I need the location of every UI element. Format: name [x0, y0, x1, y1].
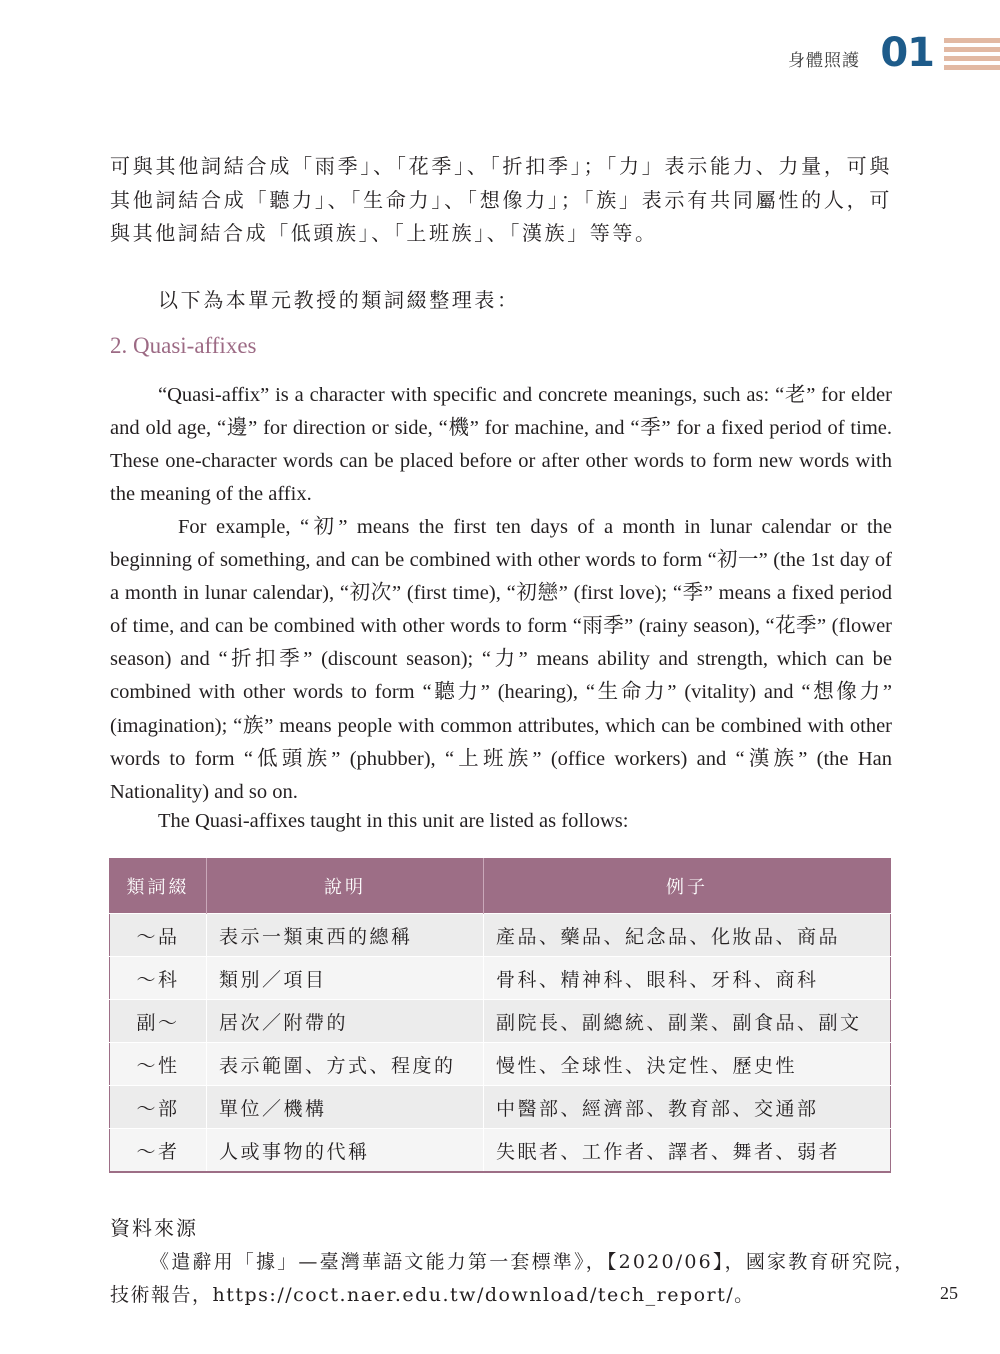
explanation-cell: 居次／附帶的 [207, 1000, 484, 1043]
table-row [110, 1043, 891, 1086]
explanation-cell: 人或事物的代稱 [207, 1129, 484, 1173]
explanation-cell: 類別／項目 [207, 957, 484, 1000]
table-header-explanation: 說明 [207, 858, 484, 914]
affix-cell: ～部 [110, 1086, 207, 1129]
examples-cell: 骨科、精神科、眼科、牙科、商科 [484, 957, 891, 1000]
english-paragraph-1: “Quasi-affix” is a character with specific and concrete meanings, such as: “老” for elder and old age, “邊” for direction or side, “機” for machine, and “季” for a fixed period of time. These one-character words can be placed before or after other words to form new words with the meaning of the affix. [110, 384, 892, 506]
affix-cell: ～科 [110, 957, 207, 1000]
header-stripes-decoration [944, 38, 1000, 74]
section-title: 2. Quasi-affixes [110, 333, 257, 358]
examples-cell: 慢性、全球性、決定性、歷史性 [484, 1043, 891, 1086]
examples-cell: 產品、藥品、紀念品、化妝品、商品 [484, 914, 891, 957]
explanation-cell: 表示一類東西的總稱 [207, 914, 484, 957]
chapter-name: 身體照護 [788, 51, 860, 71]
table-row [110, 914, 891, 957]
source-label: 資料來源 [110, 1216, 198, 1240]
english-intro-line: The Quasi-affixes taught in this unit are listed as follows: [158, 810, 629, 832]
affix-cell: ～品 [110, 914, 207, 957]
page-number: 25 [940, 1283, 958, 1303]
examples-cell: 失眠者、工作者、譯者、舞者、弱者 [484, 1129, 891, 1173]
table-row [110, 1086, 891, 1129]
page-header [680, 32, 1000, 76]
affix-cell: ～者 [110, 1129, 207, 1173]
source-citation-line-2: 技術報告，https://coct.naer.edu.tw/download/tech_report/。 [110, 1284, 755, 1306]
chapter-number: 01 [880, 30, 934, 76]
table-row [110, 1129, 891, 1173]
affix-cell: ～性 [110, 1043, 207, 1086]
english-paragraph-2: For example, “初” means the first ten days of a month in lunar calendar or the beginning of something, and can be combined with other words to form “初一” (the 1st day of a month in lunar calendar), “初次” (first time), “初戀” (first love); “季” means a fixed period of time, and can be combined with other words to form “雨季” (rainy season), “花季” (flower season) and “折扣季” (discount season); “力” means ability and strength, which can be combined with other words to form “聽力” (hearing), “生命力” (vitality) and “想像力” (imagination); “族” means people with common attributes, which can be combined with other words to form “低頭族” (phubber), “上班族” (office workers) and “漢族” (the Han Nationality) and so on. [110, 516, 892, 803]
examples-cell: 中醫部、經濟部、教育部、交通部 [484, 1086, 891, 1129]
table-header-affix: 類詞綴 [110, 858, 207, 914]
table-header-row [110, 858, 891, 914]
affix-cell: 副～ [110, 1000, 207, 1043]
explanation-cell: 單位／機構 [207, 1086, 484, 1129]
table-header-examples: 例子 [484, 858, 891, 914]
source-citation-line-1: 《遣辭用「據」—臺灣華語文能力第一套標準》，【2020/06】，國家教育研究院， [150, 1251, 916, 1273]
examples-cell: 副院長、副總統、副業、副食品、副文 [484, 1000, 891, 1043]
explanation-cell: 表示範圍、方式、程度的 [207, 1043, 484, 1086]
table-row [110, 1000, 891, 1043]
quasi-affix-table [109, 858, 891, 1173]
chinese-paragraph: 可與其他詞結合成「雨季」、「花季」、「折扣季」；「力」表示能力、力量，可與其他詞結合成「聽力」、「生命力」、「想像力」；「族」表示有共同屬性的人，可與其他詞結合成「低頭族」、「上班族」、「漢族」等等。 [110, 154, 892, 245]
table-row [110, 957, 891, 1000]
chinese-intro-line: 以下為本單元教授的類詞綴整理表： [158, 288, 520, 312]
